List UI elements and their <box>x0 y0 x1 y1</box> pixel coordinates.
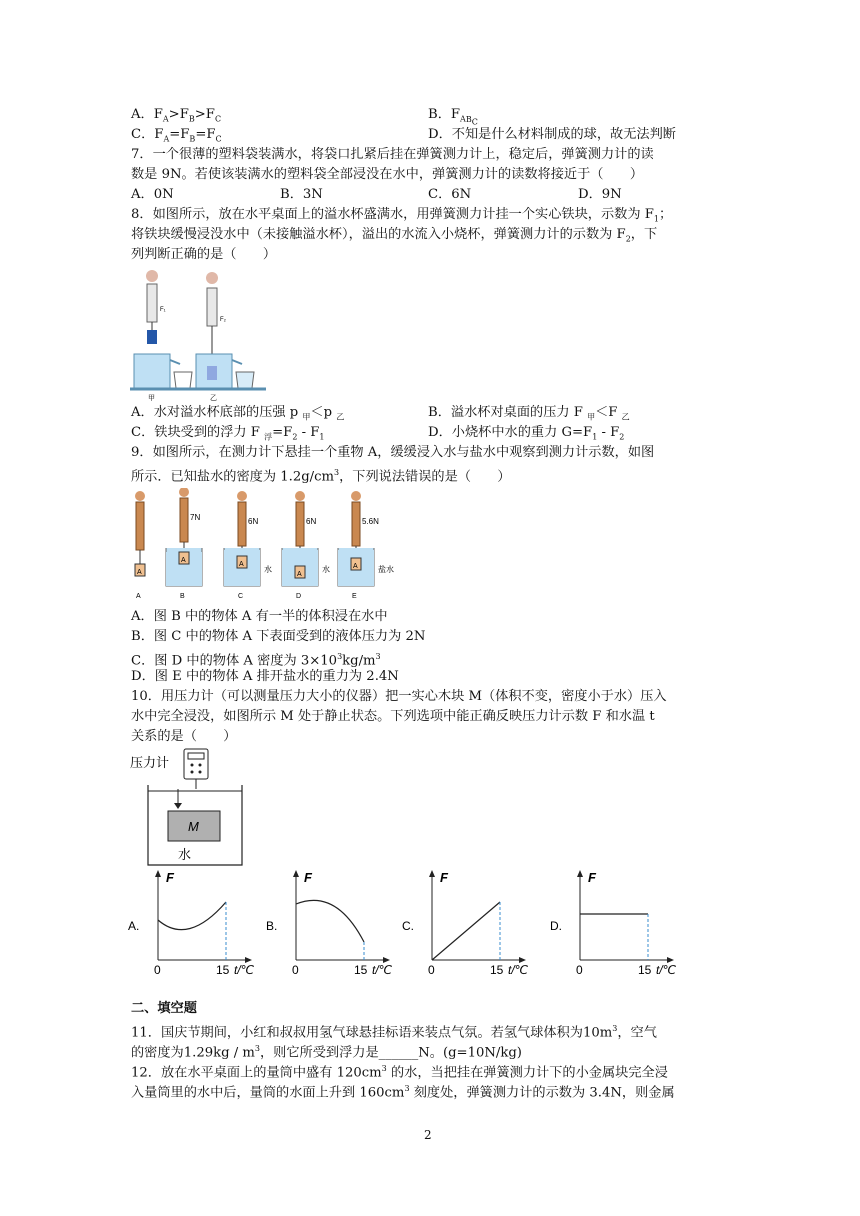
tick-label-15: 15 <box>490 963 504 977</box>
q8-option-a: A．水对溢水杯底部的压强 p $_甲$＜p $_乙$ <box>131 405 345 422</box>
graph-option-label: D. <box>550 919 562 933</box>
q10-stem-line3: 关系的是（ ） <box>131 729 237 744</box>
q7-option-a: A．0N <box>131 187 174 202</box>
graph-option-d <box>550 870 677 977</box>
svg-text:E: E <box>352 593 357 600</box>
reading-c: 6N <box>248 517 259 526</box>
graph-curve <box>158 902 226 930</box>
svg-text:A: A <box>353 563 358 570</box>
q9-setup-c <box>224 491 272 586</box>
svg-text:A: A <box>297 571 302 578</box>
axis-label-f: F <box>166 870 174 885</box>
f2-label: F₂ <box>220 317 226 323</box>
axis-label-t: t/℃ <box>508 963 529 977</box>
axis-label-t: t/℃ <box>372 963 393 977</box>
q8-stem-line1: 8．如图所示，放在水平桌面上的溢水杯盛满水，用弹簧测力计挂一个实心铁块，示数为 $F_1$； <box>131 207 673 224</box>
graph-option-label: A. <box>128 919 140 933</box>
q9-option-b: B．图 C 中的物体 A 下表面受到的液体压力为 2N <box>131 629 426 644</box>
q9-option-c: C．图 D 中的物体 A 密度为 $3\times 10^3kg/m^3$ <box>131 652 381 669</box>
q10-apparatus <box>128 745 258 867</box>
q6-option-a: A．$F_A>F_B>F_C$ <box>131 107 222 124</box>
svg-text:C: C <box>238 593 244 600</box>
q8-option-d: D．小烧杯中水的重力 $G=F_1 - F_2$ <box>428 425 625 442</box>
q7-option-d: D．9N <box>578 187 622 202</box>
reading-e: 5.6N <box>362 517 379 526</box>
axis-label-f: F <box>304 870 312 885</box>
q11-stem-line2: 的密度为$1.29kg / m^3$，则它所受到浮力是______N。(g=10N/kg) <box>131 1044 522 1061</box>
graph-curve <box>296 900 364 942</box>
spring-scale-2 <box>207 288 217 326</box>
axis-label-t: t/℃ <box>234 963 255 977</box>
origin-label: 0 <box>292 963 299 977</box>
svg-text:B: B <box>180 593 185 600</box>
q10-stem-line2: 水中完全浸没，如图所示 M 处于静止状态。下列选项中能正确反映压力计示数 F 和水温 t <box>131 709 655 724</box>
svg-text:A: A <box>239 561 244 568</box>
svg-text:水: 水 <box>178 847 192 862</box>
svg-text:A: A <box>136 593 141 600</box>
q8-figure <box>130 266 270 402</box>
origin-label: 0 <box>428 963 435 977</box>
q8-stem-line2: 将铁块缓慢浸没水中（未接触溢水杯），溢出的水流入小烧杯，弹簧测力计的示数为 $F_2$，下 <box>131 227 658 244</box>
hand-icon <box>206 272 218 284</box>
small-beaker-2 <box>236 372 254 388</box>
graph-option-label: C. <box>402 919 414 933</box>
q7-stem-line1: 7．一个很薄的塑料袋装满水，将袋口扎紧后挂在弹簧测力计上，稳定后，弹簧测力计的读 <box>131 147 654 162</box>
spring-scale-1 <box>147 284 157 322</box>
q7-stem-line2: 数是 9N。若使该装满水的塑料袋全部浸没在水中，弹簧测力计的读数将接近于（ ） <box>131 167 644 182</box>
fig-label-yi: 乙 <box>210 395 217 402</box>
iron-block-1 <box>147 330 157 344</box>
svg-text:A: A <box>181 557 186 564</box>
axis-label-f: F <box>588 870 596 885</box>
q6-option-b: B．$F_{ABC}$ <box>428 107 478 127</box>
graph-option-a <box>128 870 255 977</box>
q7-option-c: C．6N <box>428 187 472 202</box>
q10-graph-options <box>128 868 718 980</box>
q8-stem-line3: 列判断正确的是（ ） <box>131 247 277 262</box>
section-heading: 二、填空题 <box>131 1001 197 1016</box>
q11-stem-line1: 11．国庆节期间，小红和叔叔用氢气球悬挂标语来装点气氛。若氢气球体积为$10m^3$，空气 <box>131 1024 657 1041</box>
q8-option-b: B．溢水杯对桌面的压力 F $_甲$＜F $_乙$ <box>428 405 630 422</box>
q9-option-a: A．图 B 中的物体 A 有一半的体积浸在水中 <box>131 609 388 624</box>
axis-label-t: t/℃ <box>656 963 677 977</box>
origin-label: 0 <box>576 963 583 977</box>
small-beaker-1 <box>174 372 192 388</box>
origin-label: 0 <box>154 963 161 977</box>
q10-stem-line1: 10．用压力计（可以测量压力大小的仪器）把一实心木块 M（体积不变，密度小于水）压入 <box>131 689 667 704</box>
q12-stem-line2: 入量筒里的水中后，量筒的水面上升到 $160cm^3$ 刻度处，弹簧测力计的示数为 3.4N，则金属 <box>131 1084 675 1101</box>
reading-b: 7N <box>190 513 201 522</box>
q9-setup-d <box>282 491 330 586</box>
axis-label-f: F <box>440 870 448 885</box>
q8-option-c: C．铁块受到的浮力 F $_浮=F_2 - F_1$ <box>131 425 325 442</box>
tick-label-15: 15 <box>354 963 368 977</box>
hand-icon <box>146 270 158 282</box>
q9-setup-a <box>135 491 145 576</box>
svg-text:D: D <box>296 593 302 600</box>
q6-option-d: D．不知是什么材料制成的球，故无法判断 <box>428 127 676 142</box>
q7-option-b: B．3N <box>280 187 323 202</box>
q9-setup-b <box>166 488 202 586</box>
q9-setup-e <box>338 491 394 586</box>
q9-stem-line1: 9．如图所示，在测力计下悬挂一个重物 A，缓缓浸入水与盐水中观察到测力计示数，如图 <box>131 445 655 460</box>
graph-curve <box>432 902 500 960</box>
q6-option-c: C．$F_A=F_B=F_C$ <box>131 127 222 144</box>
f1-label: F₁ <box>160 307 166 313</box>
svg-text:A: A <box>137 569 142 576</box>
tick-label-15: 15 <box>216 963 230 977</box>
q9-figure <box>126 488 406 602</box>
q9-option-d: D．图 E 中的物体 A 排开盐水的重力为 2.4N <box>131 669 399 684</box>
graph-option-c <box>402 870 529 977</box>
iron-block-2 <box>207 366 217 380</box>
gauge-label: 压力计 <box>130 755 170 770</box>
page-number: 2 <box>424 1128 432 1142</box>
svg-text:盐水: 盐水 <box>378 565 394 574</box>
reading-d: 6N <box>306 517 317 526</box>
graph-option-label: B. <box>266 919 278 933</box>
overflow-cup-1 <box>134 354 170 388</box>
fig-label-jia: 甲 <box>148 395 155 402</box>
q12-stem-line1: 12．放在水平桌面上的量筒中盛有 $120cm^3$ 的水，当把挂在弹簧测力计下的小金属块完全浸 <box>131 1064 668 1081</box>
tick-label-15: 15 <box>638 963 652 977</box>
svg-text:水: 水 <box>264 565 272 574</box>
svg-text:水: 水 <box>322 565 330 574</box>
svg-text:M: M <box>188 819 199 834</box>
q9-stem-line2: 所示．已知盐水的密度为 $1.2g/cm^3$，下列说法错误的是（ ） <box>131 468 511 485</box>
graph-option-b <box>266 870 393 977</box>
